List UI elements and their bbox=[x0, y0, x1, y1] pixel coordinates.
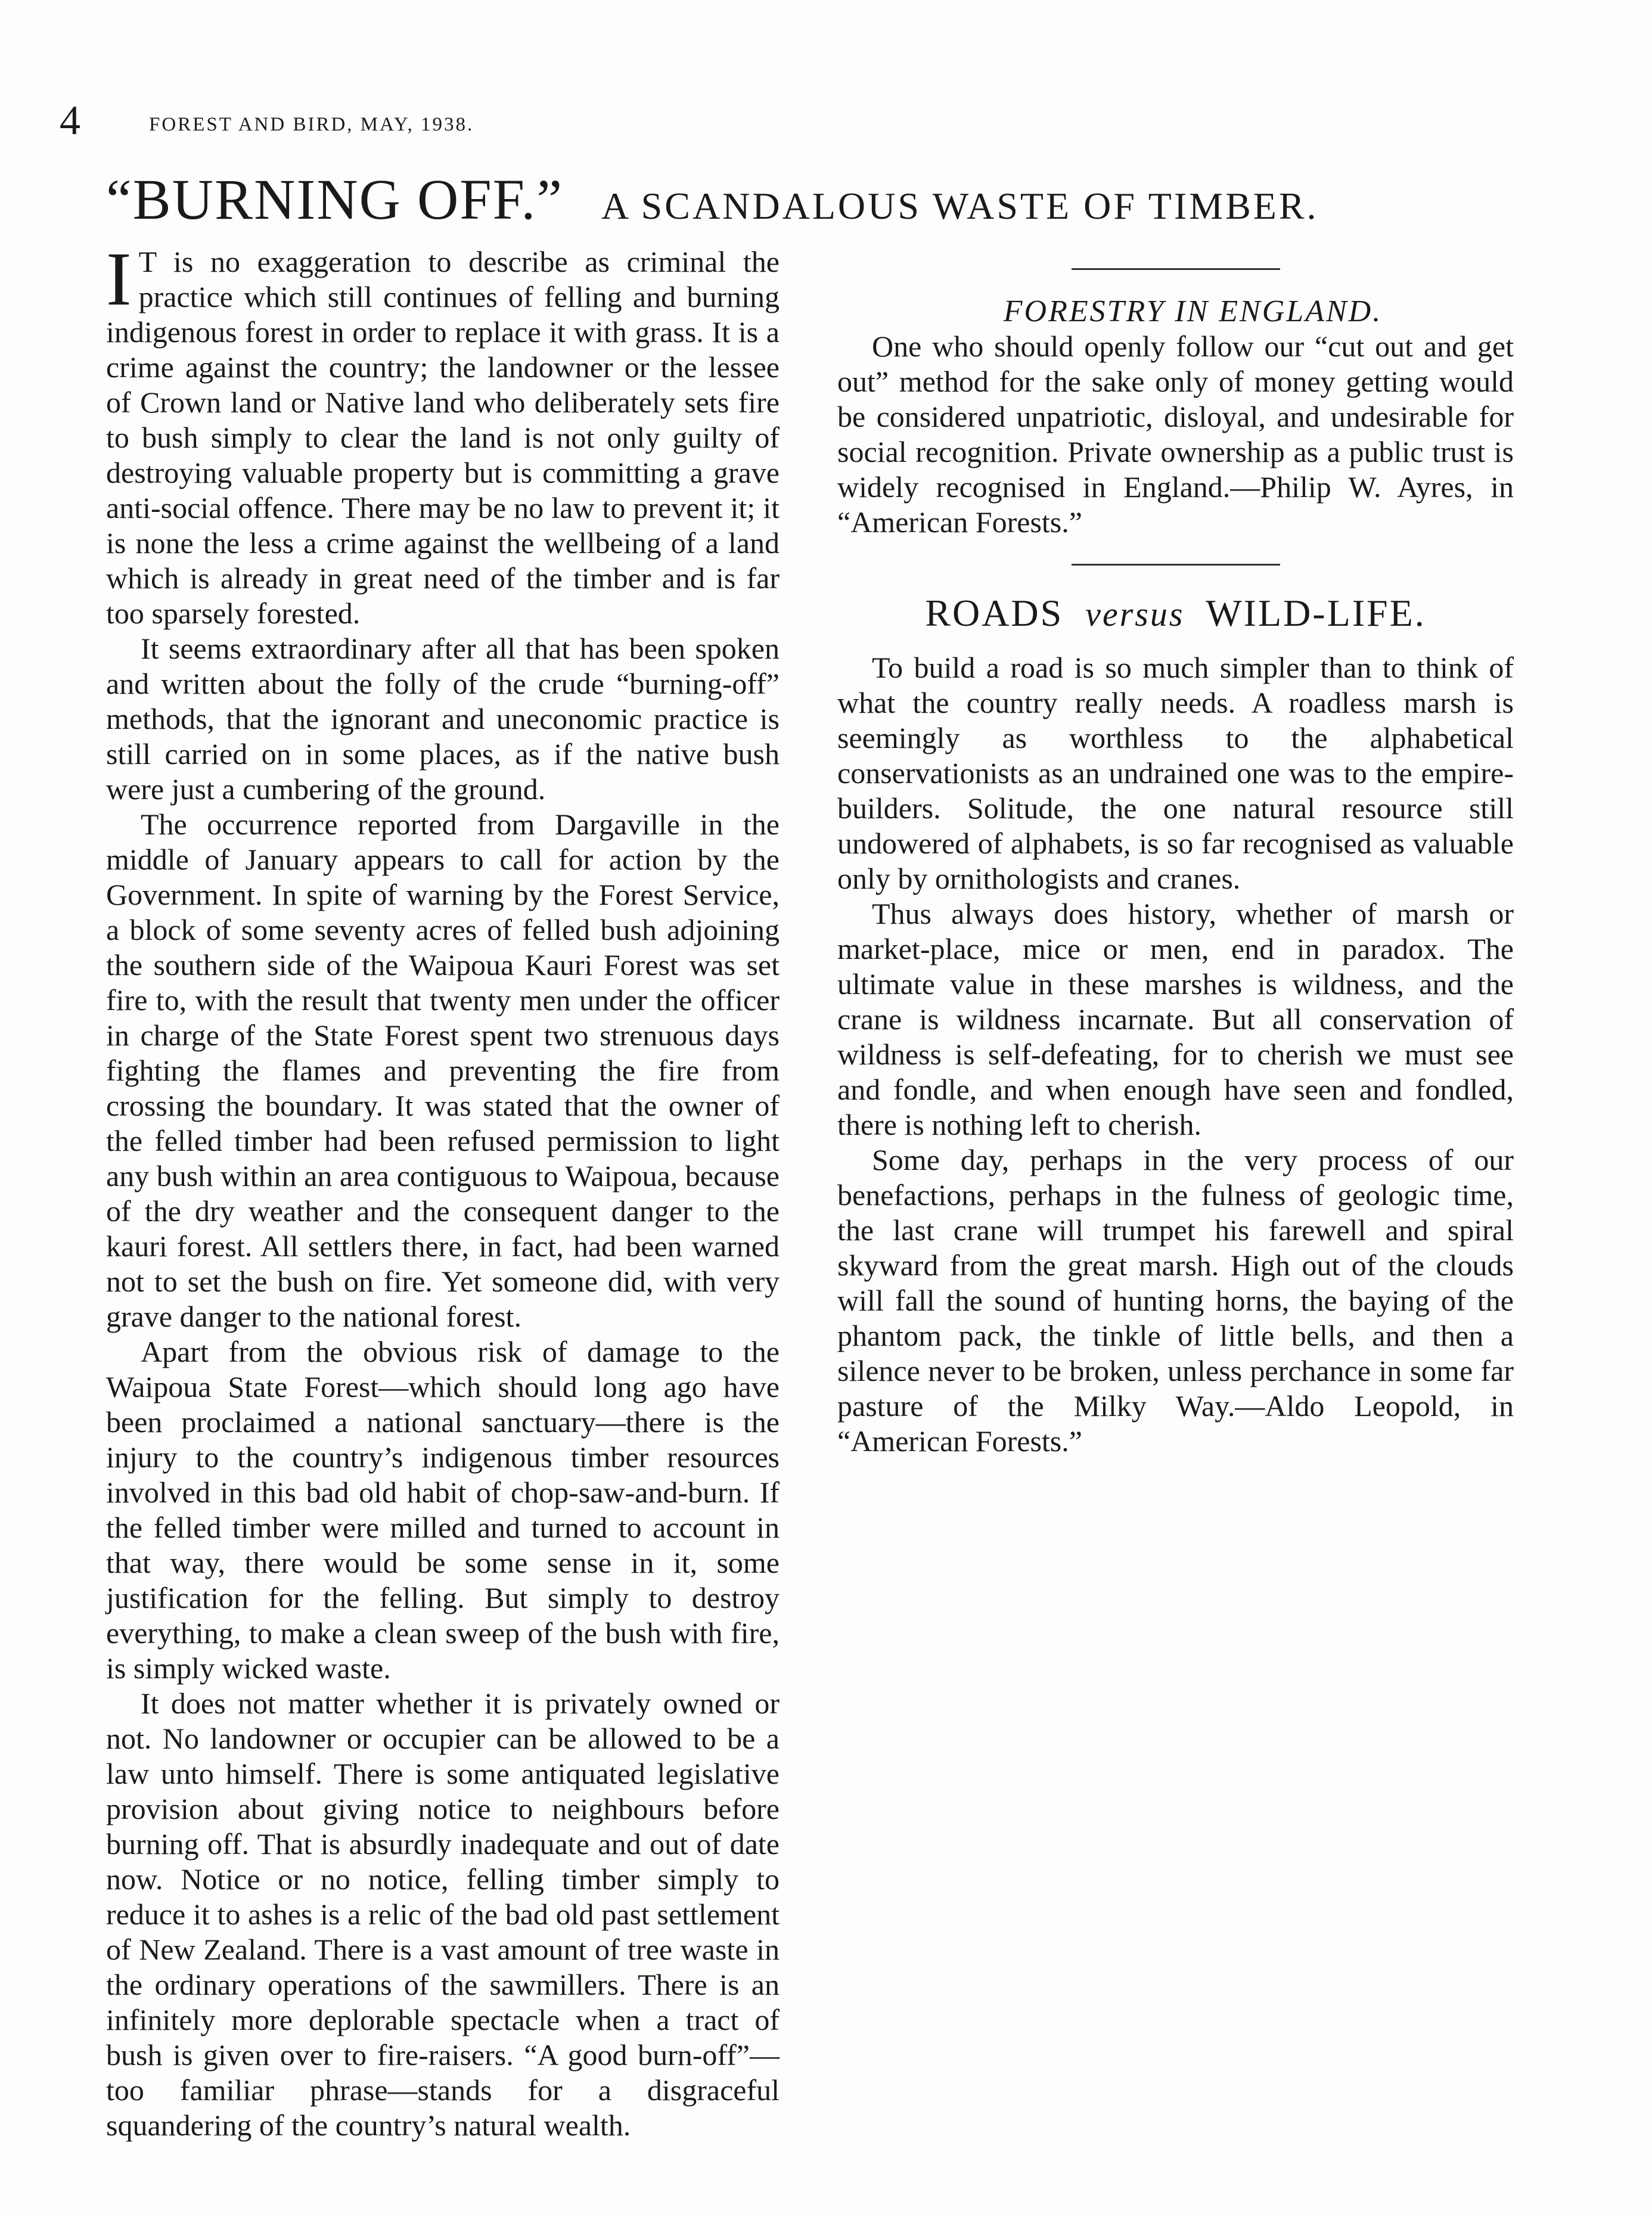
roads-heading-left: ROADS bbox=[925, 592, 1064, 634]
page-number: 4 bbox=[60, 98, 80, 144]
column-right bbox=[837, 244, 1514, 1459]
article-title-sub: A SCANDALOUS WASTE OF TIMBER. bbox=[601, 185, 1319, 227]
section-divider bbox=[1072, 268, 1280, 270]
article-paragraph-4: Apart from the obvious risk of damage to the Waipoua State Forest—which should long ago have been proclaimed a national sanctuary—there is the injury to the country’s indigenous timber resources involved in this bad old habit of chop-saw-and-burn. If the felled timber were milled and turned to account in that way, there would be some sense in it, some justification for the felling. But simply to destroy everything, to make a clean sweep of the bush with fire, is simply wicked waste. bbox=[106, 1335, 780, 1685]
article-title bbox=[106, 161, 1548, 255]
roads-paragraph-1: To build a road is so much simpler than to think of what the country really needs. A roadless marsh is seemingly as worthless to the alphabetical conservationists as an undrained one was to the empire-builders. Solitude, the one natural resource still undowered of alphabets, is so far recognised as valuable only by ornithologists and cranes. bbox=[837, 651, 1514, 895]
drop-cap: I bbox=[106, 237, 132, 321]
column-left bbox=[106, 237, 780, 2143]
article-paragraph-5: It does not matter whether it is privately owned or not. No landowner or occupier can be allowed to be a law unto himself. There is some antiquated legislative provision about giving notice to neighbours before burning off. That is absurdly inadequate and out of date now. Notice or no notice, felling timber simply to reduce it to ashes is a relic of the bad old past settlement of New Zealand. There is a vast amount of tree waste in the ordinary operations of the sawmillers. There is an infinitely more deplorable spectacle when a tract of bush is given over to fire-raisers. “A good burn-off”—too familiar phrase—stands for a disgraceful squandering of the country’s natural wealth. bbox=[106, 1687, 780, 2142]
article-paragraph-3: The occurrence reported from Dargaville in the middle of January appears to call for action by the Government. In spite of warning by the Forest Service, a block of some seventy acres of felled bush adjoining the southern side of the Waipoua Kauri Forest was set fire to, with the result that twenty men under the officer in charge of the State Forest spent two strenuous days fighting the flames and preventing the fire from crossing the boundary. It was stated that the owner of the felled timber had been refused permission to light any bush within an area contiguous to Waipoua, because of the dry weather and the consequent danger to the kauri forest. All settlers there, in fact, had been warned not to set the bush on fire. Yet someone did, with very grave danger to the national forest. bbox=[106, 808, 780, 1333]
roads-paragraph-2: Thus always does history, whether of marsh or market-place, mice or men, end in paradox. The ultimate value in these marshes is wildness, and the crane is wildness incarnate. But all conservation of wildness is self-defeating, for to cherish we must see and fondle, and when enough have seen and fondled, there is nothing left to cherish. bbox=[837, 897, 1514, 1141]
article-paragraph-1 bbox=[106, 237, 780, 631]
roads-heading bbox=[837, 589, 1514, 638]
forestry-heading: FORESTRY IN ENGLAND. bbox=[1003, 294, 1383, 328]
running-head: FOREST AND BIRD, MAY, 1938. bbox=[149, 114, 474, 135]
forestry-paragraph: One who should openly follow our “cut out and get out” method for the sake only of money getting would be considered unpatriotic, disloyal, and undesirable for social recognition. Private ownership as a public trust is widely recognised in England.—Philip W. Ayres, in “American Forests.” bbox=[837, 330, 1514, 539]
article-paragraph-1-text: T is no exaggeration to describe as criminal the practice which still continues of felling and burning indigenous forest in order to replace it with grass. It is a crime against the country; the landowner or the lessee of Crown land or Native land who deliberately sets fire to bush simply to clear the land is not only guilty of destroying valuable property but is committing a grave anti-social offence. There may be no law to prevent it; it is none the less a crime against the wellbeing of a land which is already in great need of the timber and is far too sparsely forested. bbox=[106, 245, 780, 630]
article-title-main: “BURNING OFF.” bbox=[106, 167, 563, 231]
roads-heading-right: WILD-LIFE. bbox=[1206, 592, 1426, 634]
roads-heading-versus: versus bbox=[1085, 595, 1185, 634]
roads-paragraph-3: Some day, perhaps in the very process of our benefactions, perhaps in the fulness of geologic time, the last crane will trumpet his farewell and spiral skyward from the great marsh. High out of the clouds will fall the sound of hunting horns, the baying of the phantom pack, the tinkle of little bells, and then a silence never to be broken, unless perchance in some far pasture of the Milky Way.—Aldo Leopold, in “American Forests.” bbox=[837, 1143, 1514, 1458]
section-divider bbox=[1072, 564, 1280, 566]
article-paragraph-2: It seems extraordinary after all that has been spoken and written about the folly of the crude “burning-off” methods, that the ignorant and uneconomic practice is still carried on in some places, as if the native bush were just a cumbering of the ground. bbox=[106, 632, 780, 806]
